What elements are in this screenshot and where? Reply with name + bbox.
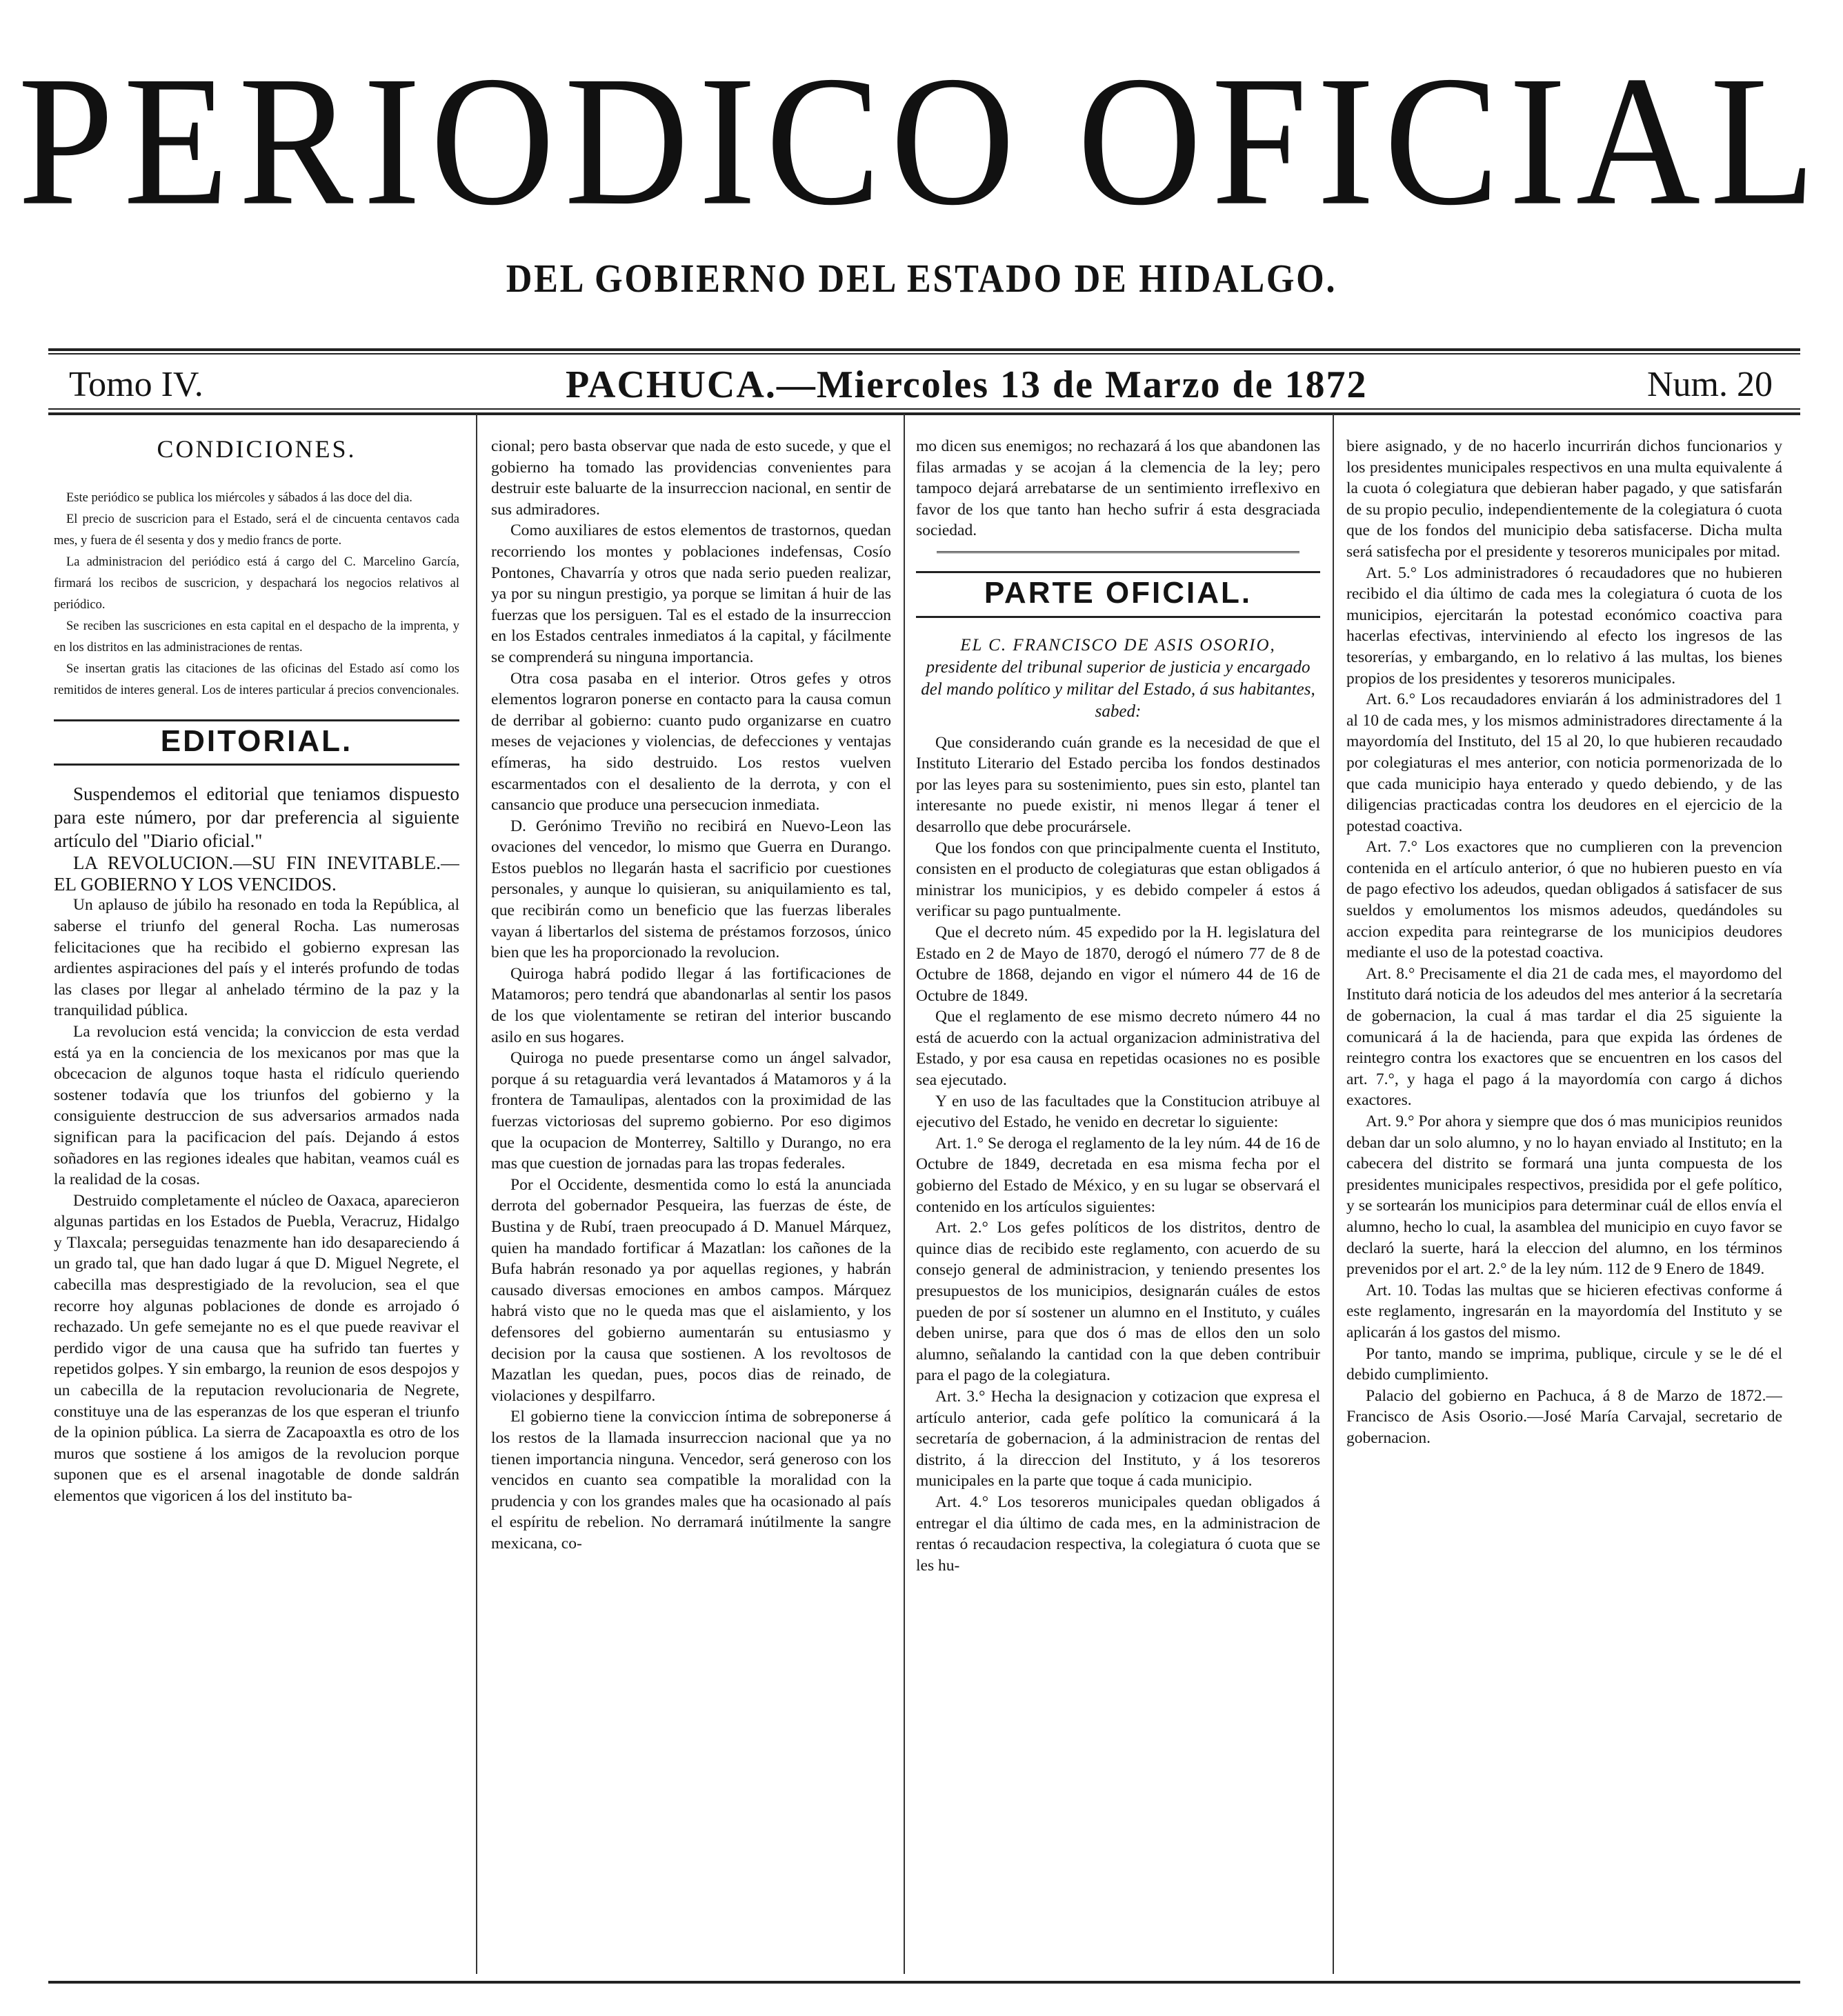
decree-paragraph: Que los fondos con que principalmente cuenta el Instituto, consisten en el producto de colegiaturas que estan obligados á ministrar los municipios, y es debido compeler á estos á verificar su pago puntualmente. xyxy=(916,839,1320,921)
decree-signature: Palacio del gobierno en Pachuca, á 8 de Marzo de 1872.—Francisco de Asis Osorio.—José María Carvajal, secretario de gobernacion. xyxy=(1346,1386,1782,1447)
article-paragraph: D. Gerónimo Treviño no recibirá en Nuevo-Leon las ovaciones del vencedor, lo mismo que Guerra en Durango. Estos pueblos no llegarán hasta el sacrificio por cuestiones personales, y aunque lo quisieran, su aniquilamiento es tal, que recibirán como un beneficio que las fuerzas liberales vayan á libertarlos del sistema de préstamos forzosos, único bien que les ha proporcionado la revolucion. xyxy=(491,817,891,962)
conditions-paragraph: Se insertan gratis las citaciones de las oficinas del Estado así como los remitidos de interes general. Los de interes particular á precios convencionales. xyxy=(54,661,459,697)
decree-closing: Por tanto, mando se imprima, publique, circule y se le dé el debido cumplimiento. xyxy=(1346,1344,1782,1384)
article-paragraph: La revolucion está vencida; la conviccion de esta verdad está ya en la conciencia de los mexicanos por mas que la obcecacion de algunos toque hasta el ridículo queriendo sostener todavía que los triunfos del gobierno y la consiguiente destruccion de sus adversarios armados nada significan para la pacificacion del país. Dejando á estos soñadores en las regiones ideales que habitan, veamos cuál es la realidad de la cosas. xyxy=(54,1022,459,1189)
decree-article: Art. 5.° Los administradores ó recaudadores que no hubieren recibido el dia último de cada mes la colegiatura ó cuota de los municipios, ejercitarán la potestad económico coactiva para hacerlas efectivas, interviniendo al efecto los ingresos de las tesorerías, y embargando, en lo relativo á las multas, los bienes propios de los presidentes y tesoreros municipales. xyxy=(1346,563,1782,688)
article-headline: LA REVOLUCION.—SU FIN INEVITABLE.—EL GOBIERNO Y LOS VENCIDOS. xyxy=(54,852,459,895)
conditions-paragraph: Este periódico se publica los miércoles y sábados á las doce del dia. xyxy=(66,490,412,505)
conditions-paragraph: Se reciben las suscriciones en esta capital en el despacho de la imprenta, y en los distritos en las administraciones de rentas. xyxy=(54,619,459,655)
newspaper-title: PERIODICO OFICIAL xyxy=(18,37,1825,245)
column-3 xyxy=(916,436,1320,1974)
article-paragraph: Destruido completamente el núcleo de Oaxaca, aparecieron algunas partidas en los Estados de Puebla, Veracruz, Hidalgo y Tlaxcala; perseguidas tenazmente han ido desapareciendo á un grado tal, que han dado lugar á que D. Miguel Negrete, el cabecilla mas desprestigiado de la revolucion, sea el que recorre hoy algunas poblaciones de donde es arrojado ó rechazado. Un gefe semejante no es el que puede reavivar el perdido vigor de una causa que ha sufrido tan fuertes y repetidos golpes. Y sin embargo, la reunion de esos despojos y un cabecilla de la reputacion revolucionaria de Negrete, constituye una de las esperanzas de los que esperan el triunfo de la opinion pública. La sierra de Zacapoaxtla es otro de los muros que sostiene á los amigos de la revolucion porque suponen que es el arsenal inagotable de donde saldrán elementos que vigoricen á los del instituto ba- xyxy=(54,1191,459,1505)
decree-article: biere asignado, y de no hacerlo incurrirán dichos funcionarios y los presidentes municipales respectivos en una multa equivalente á la cuota ó colegiatura que debieran haber pagado, y que satisfarán de su propio peculio, independientemente de la colegiatura ó cuota que de los fondos del municipio deba satisfacerse. Dicha multa será satisfecha por el presidente y tesoreros municipales por mitad. xyxy=(1346,437,1782,561)
decree-paragraph: Que considerando cuán grande es la necesidad de que el Instituto Literario del Estado perciba los fondos destinados por las leyes para su sostenimiento, pues sin esto, plantel tan interesante no puede existir, ni menos llegar á tener el desarrollo que debe procurársele. xyxy=(916,733,1320,836)
editorial-heading-box xyxy=(54,719,459,766)
article-paragraph: cional; pero basta observar que nada de esto sucede, y que el gobierno ha tomado las providencias convenientes para destruir este baluarte de la insurreccion nacional, en sentir de sus admiradores. xyxy=(491,437,891,519)
decree-article: Art. 9.° Por ahora y siempre que dos ó mas municipios reunidos deban dar un solo alumno, y no lo hayan enviado al Instituto; en la cabecera del distrito se formará una junta compuesta de los presidentes municipales respectivos, presidida por el gefe político, y se sortearán los municipios para determinar cuál de ellos envía el alumno, hecho lo cual, la asamblea del municipio en cuyo favor se declaró la suerte, hará la eleccion del alumno, en los términos prevenidos por el art. 2.° de la ley núm. 112 de 9 Enero de 1849. xyxy=(1346,1112,1782,1279)
decree-issuer: EL C. FRANCISCO DE ASIS OSORIO, xyxy=(960,635,1276,655)
bottom-rule xyxy=(48,1981,1800,1984)
article-paragraph: Quiroga no puede presentarse como un ángel salvador, porque á su retaguardia verá levantados á Matamoros y á la frontera de Tamaulipas, alentados con la proximidad de las fuerzas victoriosas del supremo gobierno. Por eso digimos que la ocupacion de Monterrey, Saltillo y Durango, no era mas que cuestion de jornadas para las tropas federales. xyxy=(491,1049,891,1173)
editorial-intro: Suspendemos el editorial que teniamos dispuesto para este número, por dar preferencia al siguiente artículo del "Diario oficial." xyxy=(54,784,459,852)
decree-article: Art. 2.° Los gefes políticos de los distritos, dentro de quince dias de recibido este reglamento, con acuerdo de su consejo general de administracion, y teniendo presentes los presupuestos de los municipios, designarán cuáles de estos pueden de por sí sostener un alumno en el Instituto, y cuáles deben unirse, para que dos ó mas de ellos den un solo alumno, señalando la cantidad con la que deben contribuir para el pago de la colegiatura. xyxy=(916,1219,1320,1385)
decree-issuer-title: presidente del tribunal superior de justicia y encargado del mando político y militar del Estado, á sus habitantes, sabed: xyxy=(921,657,1315,721)
decree-article: Art. 10. Todas las multas que se hicieren efectivas conforme á este reglamento, ingresarán en la mayordomía del Instituto y se aplicarán á los gastos del mismo. xyxy=(1346,1281,1782,1341)
dateline-rule-thick xyxy=(48,412,1800,415)
official-heading-box xyxy=(916,571,1320,618)
decree-article: Art. 6.° Los recaudadores enviarán á los administradores del 1 al 10 de cada mes, y los mismos administradores directamente á la mayordomía del Instituto, del 15 al 20, lo que hubieren recaudado por colegiaturas el mes anterior, con noticia pormenorizada de lo que cada municipio haya enterado y quedo debiendo, y de las diligencias practicadas contra los deudores en el ejercicio de la potestad coactiva. xyxy=(1346,690,1782,835)
article-paragraph: Quiroga habrá podido llegar á las fortificaciones de Matamoros; pero tendrá que abandonarlas al sentir los pasos de los que violentamente se retiran del interior buscando asilo en sus hogares. xyxy=(491,964,891,1046)
volume-label: Tomo IV. xyxy=(69,365,203,404)
issue-number: Num. 20 xyxy=(1647,365,1773,404)
decree-paragraph: Y en uso de las facultades que la Constitucion atribuye al ejecutivo del Estado, he venido en decretar lo siguiente: xyxy=(916,1092,1320,1132)
decree-article: Art. 8.° Precisamente el dia 21 de cada mes, el mayordomo del Instituto dará noticia de los adeudos del mes anterior á la secretaría de gobernacion, la cual á mas tardar el dia 25 siguiente la comunicará á la de hacienda, para que expida las órdenes de reintegro contra los exactores que se encuentren en los casos del art. 7.°, y haga el pago á la mayordomía con cargo á dichos exactores. xyxy=(1346,964,1782,1110)
article-paragraph: Otra cosa pasaba en el interior. Otros gefes y otros elementos lograron ponerse en contacto para la causa comun de derribar al gobierno: cuanto pudo organizarse en cuatro meses de vejaciones y violencias, de defecciones y ventajas efímeras, ha sido destruido. Los restos vuelven escarmentados con el desaliento de la derrota, y con el cansancio que produce una persecucion inmediata. xyxy=(491,669,891,815)
conditions-paragraph: El precio de suscricion para el Estado, será el de cincuenta centavos cada mes, y fuera de él sesenta y dos y medio francs de porte. xyxy=(54,512,459,548)
decree-article: Art. 4.° Los tesoreros municipales quedan obligados á entregar el dia último de cada mes, en la administracion de rentas ó recaudacion respectiva, la colegiatura ó cuota que se les hu- xyxy=(916,1493,1320,1575)
conditions-heading: CONDICIONES. xyxy=(157,436,357,463)
decree-article: Art. 3.° Hecha la designacion y cotizacion que expresa el artículo anterior, cada gefe político la comunicará á la secretaría de gobernacion, á la administracion de rentas del distrito, á la direccion del Instituto, y á los tesoreros municipales en la parte que toque á cada municipio. xyxy=(916,1387,1320,1490)
dateline xyxy=(69,360,1793,415)
article-paragraph: Por el Occidente, desmentida como lo está la anunciada derrota del gobernador Pesqueira, las fuerzas de éste, de Bustina y de Rubí, traen preocupado á D. Manuel Márquez, quien ha mandado fortificar á Mazatlan: los cañones de la Bufa habrán resonado ya por aquellas regiones, y habrán causado diversas emociones en ambos campos. Márquez habrá visto que no le queda mas que el aislamiento, y los defensores del gobierno aumentarán su entusiasmo y decision por la causa que sostienen. A los revoltosos de Mazatlan les quedan, pues, pocos dias de reinado, de violaciones y despilfarro. xyxy=(491,1175,891,1405)
decree-article: Art. 7.° Los exactores que no cumplieren con la prevencion contenida en el artículo anterior, ó que no hubieren puesto en vía de pago efectivo los adeudos, quedan obligados á satisfacer de sus sueldos y emolumentos los mismos adeudos, quedándoles su accion expedita para reintegrarse de los municipios deudores mediante el uso de la potestad coactiva. xyxy=(1346,838,1782,962)
column-2 xyxy=(491,436,891,1974)
decree-article: Art. 1.° Se deroga el reglamento de la ley núm. 44 de 16 de Octubre de 1849, decretada en esa misma fecha por el gobierno del Estado de México, y en su lugar se observará el contenido en los artículos siguientes: xyxy=(916,1134,1320,1216)
conditions-block xyxy=(54,436,459,701)
article-paragraph: El gobierno tiene la conviccion íntima de sobreponerse á los restos de la llamada insurreccion nacional que ya no tienen importancia ninguna. Vencedor, será generoso con los vencidos en cuanto sea compatible la moralidad con la prudencia y con los grandes males que ha ocasionado al país el espíritu de rebelion. No derramará inútilmente la sangre mexicana, co- xyxy=(491,1408,891,1553)
place-date: PACHUCA.—Miercoles 13 de Marzo de 1872 xyxy=(566,363,1368,406)
column-1 xyxy=(54,436,459,1974)
masthead xyxy=(0,37,1843,301)
dateline-rule xyxy=(48,408,1800,410)
column-divider xyxy=(1333,414,1334,1974)
column-4 xyxy=(1346,436,1782,1974)
column-divider xyxy=(904,414,905,1974)
article-paragraph: Un aplauso de júbilo ha resonado en toda la República, al saberse el triunfo del general Rocha. Las numerosas felicitaciones que ha recibido el gobierno expresan las ardientes aspiraciones del país y el interés profundo de todas las clases por llegar al anhelado término de la paz y la tranquilidad pública. xyxy=(54,896,459,1020)
editorial-heading: EDITORIAL. xyxy=(160,723,353,758)
top-rule xyxy=(48,348,1800,351)
decree-heading xyxy=(916,635,1320,723)
column-divider xyxy=(476,414,477,1974)
decree-paragraph: Que el decreto núm. 45 expedido por la H. legislatura del Estado en 2 de Mayo de 1870, derogó el número 77 de 8 de Octubre de 1868, dejando en vigor el número 44 de 16 de Octubre de 1849. xyxy=(916,923,1320,1005)
faint-watermark: ​ xyxy=(308,1630,411,1745)
newspaper-subtitle: DEL GOBIERNO DEL ESTADO DE HIDALGO. xyxy=(506,256,1337,301)
top-rule-thin xyxy=(48,353,1800,355)
article-paragraph: mo dicen sus enemigos; no rechazará á los que abandonen las filas armadas y se acojan á la clemencia de la ley; pero tampoco dejará arrebatarse de un sentimiento irreflexivo en favor de los que tanto han hecho sufrir á esta desgraciada sociedad. xyxy=(916,437,1320,540)
conditions-paragraph: La administracion del periódico está á cargo del C. Marcelino García, firmará los recibos de suscricion, y despachará los negocios relativos al periódico. xyxy=(54,555,459,612)
decree-paragraph: Que el reglamento de ese mismo decreto número 44 no está de acuerdo con la actual organizacion administrativa del Estado, y por esa causa en repetidas ocasiones no es posible sea ejecutado. xyxy=(916,1008,1320,1090)
official-heading: PARTE OFICIAL. xyxy=(984,575,1253,610)
article-end-rule xyxy=(937,551,1299,553)
article-paragraph: Como auxiliares de estos elementos de trastornos, quedan recorriendo los montes y poblaciones indefensas, Cosío Pontones, Chavarría y otros que nada serio pueden realizar, ya por su ningun prestigio, ya porque se limitan á huir de las fuerzas que los persiguen. Tal es el estado de la insurreccion en los Estados centrales inmediatos á la capital, y fácilmente se comprenderá su ninguna importancia. xyxy=(491,521,891,666)
